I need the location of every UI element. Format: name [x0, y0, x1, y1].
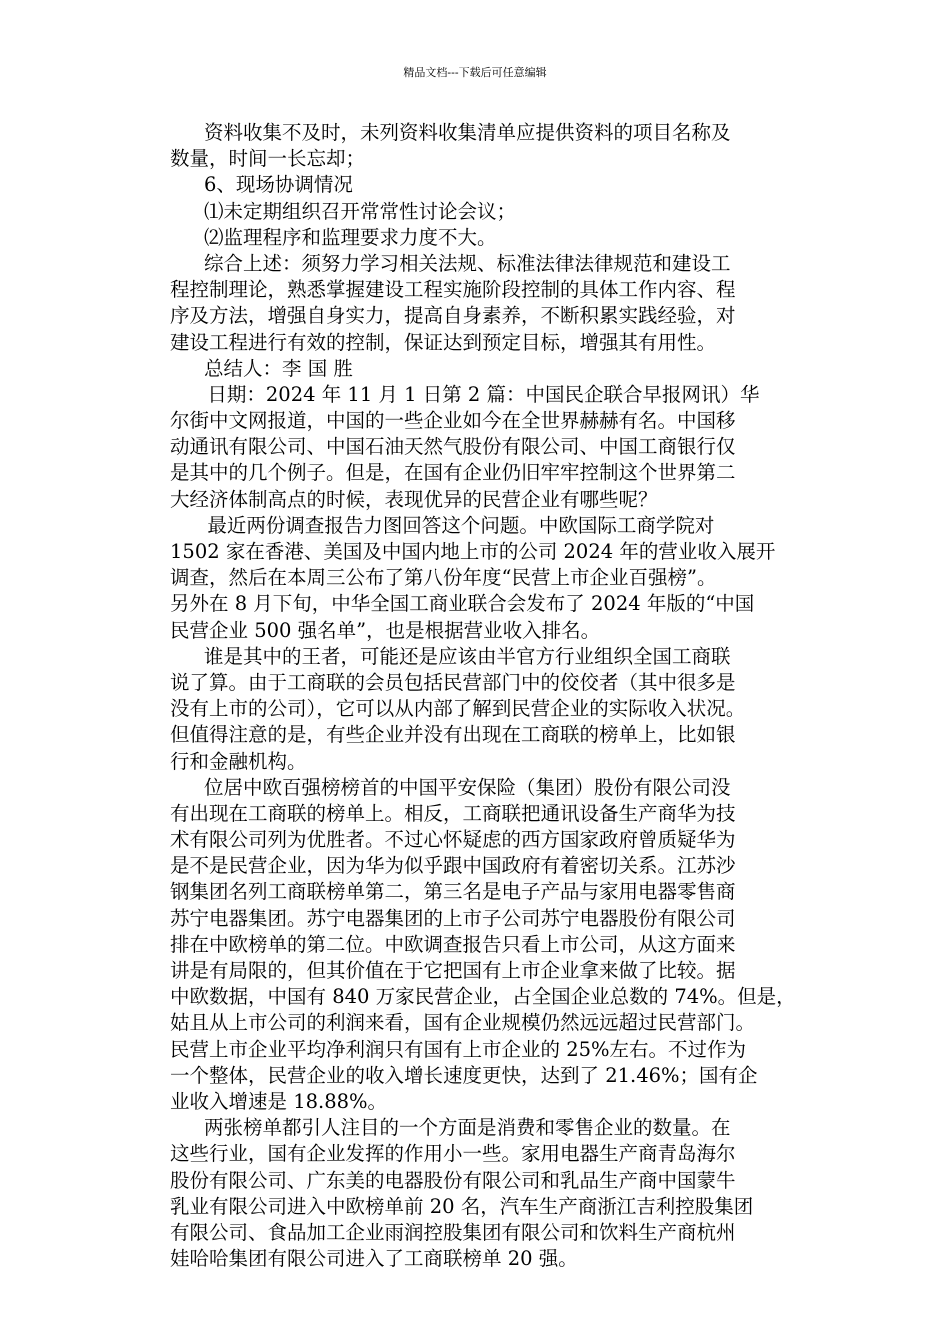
text-line: 调查，然后在本周三公布了第八份年度“民营上市企业百强榜”。 [170, 566, 717, 590]
text-line: 是不是民营企业，因为华为似乎跟中国政府有着密切关系。江苏沙 [170, 854, 736, 878]
text-line: 两张榜单都引人注目的一个方面是消费和零售企业的数量。在 [204, 1116, 731, 1140]
text-line: 总结人：李 国 胜 [204, 356, 353, 380]
text-line: 程控制理论，熟悉掌握建设工程实施阶段控制的具体工作内容、程 [170, 278, 736, 302]
text-line: 姑且从上市公司的利润来看，国有企业规模仍然远远超过民营部门。 [170, 1011, 756, 1035]
text-line: 1502 家在香港、美国及中国内地上市的公司 2024 年的营业收入展开 [170, 540, 776, 563]
text-line: 行和金融机构。 [170, 749, 307, 773]
text-line: 建设工程进行有效的控制，保证达到预定目标，增强其有用性。 [170, 330, 717, 354]
text-line: 一个整体，民营企业的收入增长速度更快，达到了 21.46%；国有企 [170, 1063, 758, 1087]
text-line: 资料收集不及时，未列资料收集清单应提供资料的项目名称及 [204, 121, 731, 144]
text-line: 说了算。由于工商联的会员包括民营部门中的佼佼者（其中很多是 [170, 670, 736, 694]
text-line: 乳业有限公司进入中欧榜单前 20 名，汽车生产商浙江吉利控股集团 [170, 1194, 754, 1218]
text-line: 6、现场协调情况 [204, 173, 353, 197]
text-line: 有限公司、食品加工企业雨润控股集团有限公司和饮料生产商杭州 [170, 1220, 736, 1244]
text-line: 中欧数据，中国有 840 万家民营企业，占全国企业总数的 74%。但是， [170, 985, 796, 1009]
text-line: 苏宁电器集团。苏宁电器集团的上市子公司苏宁电器股份有限公司 [170, 906, 736, 930]
text-line: 钢集团名列工商联榜单第二，第三名是电子产品与家用电器零售商 [170, 880, 736, 904]
text-line: 动通讯有限公司、中国石油天然气股份有限公司、中国工商银行仅 [170, 435, 736, 459]
text-line: 但值得注意的是，有些企业并没有出现在工商联的榜单上，比如银 [170, 723, 736, 747]
text-line: 序及方法，增强自身实力，提高自身素养，不断积累实践经验，对 [170, 304, 736, 328]
text-line: 位居中欧百强榜榜首的中国平安保险（集团）股份有限公司没 [204, 775, 731, 799]
text-line: 尔街中文网报道，中国的一些企业如今在全世界赫赫有名。中国移 [170, 409, 736, 433]
text-line: 民营上市企业平均净利润只有国有上市企业的 25%左右。不过作为 [170, 1037, 747, 1061]
text-line: 有出现在工商联的榜单上。相反，工商联把通讯设备生产商华为技 [170, 801, 736, 825]
text-line: 谁是其中的王者，可能还是应该由半官方行业组织全国工商联 [204, 644, 731, 668]
text-line: 没有上市的公司），它可以从内部了解到民营企业的实际收入状况。 [170, 697, 746, 721]
text-line: 股份有限公司、广东美的电器股份有限公司和乳品生产商中国蒙牛 [170, 1168, 736, 1192]
document-body [170, 120, 810, 1272]
page-header: 精品文档---下载后可任意编辑 [403, 66, 547, 79]
text-line: 数量，时间一长忘却； [170, 147, 366, 171]
text-line: 这些行业，国有企业发挥的作用小一些。家用电器生产商青岛海尔 [170, 1142, 736, 1166]
text-line: 综合上述：须努力学习相关法规、标准法律法律规范和建设工 [204, 251, 731, 275]
text-line: 娃哈哈集团有限公司进入了工商联榜单 20 强。 [170, 1247, 578, 1271]
text-line: 讲是有局限的，但其价值在于它把国有上市企业拿来做了比较。据 [170, 959, 736, 982]
text-line: ⑵监理程序和监理要求力度不大。 [204, 225, 497, 249]
text-line: ⑴未定期组织召开常常性讨论会议； [204, 199, 517, 223]
text-line: 民营企业 500 强名单”，也是根据营业收入排名。 [170, 618, 601, 642]
text-line: 是其中的几个例子。但是，在国有企业仍旧牢牢控制这个世界第二 [170, 461, 736, 485]
text-line: 日期：2024 年 11 月 1 日第 2 篇：中国民企联合早报网讯）华 [207, 382, 760, 406]
text-line: 业收入增速是 18.88%。 [170, 1089, 388, 1113]
text-line: 排在中欧榜单的第二位。中欧调查报告只看上市公司，从这方面来 [170, 932, 736, 956]
text-line: 大经济体制高点的时候，表现优异的民营企业有哪些呢？ [170, 487, 658, 511]
text-line: 最近两份调查报告力图回答这个问题。中欧国际工商学院对 [207, 513, 715, 537]
text-line: 另外在 8 月下旬，中华全国工商业联合会发布了 2024 年版的“中国 [170, 592, 755, 616]
text-line: 术有限公司列为优胜者。不过心怀疑虑的西方国家政府曾质疑华为 [170, 828, 736, 852]
